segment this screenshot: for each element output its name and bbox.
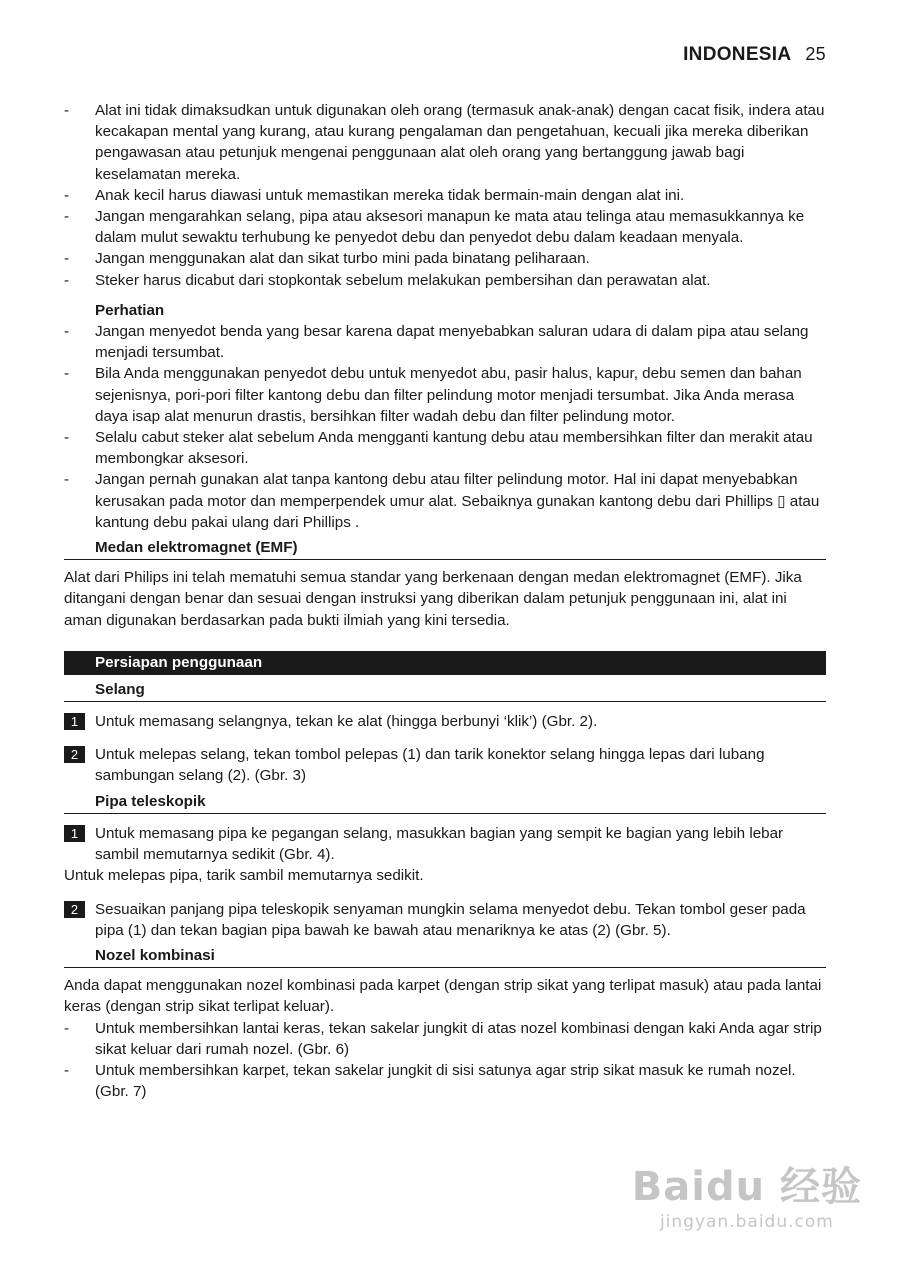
step-item [64,899,826,941]
page-body [64,100,826,1102]
caution-heading: Perhatian [95,301,165,319]
list-item: - Jangan menyedot benda yang besar karena dapat menyebabkan saluran udara di dalam pipa atau selang menjadi tersumbat. [64,321,826,363]
tube-note: Untuk melepas pipa, tarik sambil memutarnya sedikit. [64,867,424,885]
list-item: - Steker harus dicabut dari stopkontak sebelum melakukan pembersihan dan perawatan alat. [64,270,826,291]
step-text: Untuk memasang selangnya, tekan ke alat (hingga berbunyi ‘klik’) (Gbr. 2). [95,713,598,731]
step-number: 2 [64,901,85,918]
emf-heading: Medan elektromagnet (EMF) [64,537,826,560]
page-header [683,44,826,66]
nozzle-heading: Nozel kombinasi [64,945,826,968]
nozzle-list [64,1018,826,1103]
list-item: - Selalu cabut steker alat sebelum Anda mengganti kantung debu atau membersihkan filter dan merakit atau membongkar aksesori. [64,427,826,469]
caution-list [64,321,826,533]
step-number: 1 [64,825,85,842]
watermark-logo-text: Baidu 经验 [631,1164,862,1210]
emf-paragraph: Alat dari Philips ini telah mematuhi semua standar yang berkenaan dengan medan elektromagnet (EMF). Jika ditangani dengan benar dan sesuai dengan instruksi yang diberikan dalam petunjuk penggunaan ini, alat ini aman digunakan berdasarkan pada bukti ilmiah yang kini tersedia. [64,569,802,629]
nozzle-intro: Anda dapat menggunakan nozel kombinasi pada karpet (dengan strip sikat yang terlipat masuk) atau pada lantai keras (dengan strip sikat terlipat keluar). [64,977,822,1016]
baidu-watermark [632,1155,862,1232]
hose-heading: Selang [64,679,826,702]
step-text: Sesuaikan panjang pipa teleskopik senyaman mungkin selama menyedot debu. Tekan tombol geser pada pipa (1) dan tekan bagian pipa bawah ke bawah atau menariknya ke atas (2) (Gbr. 5). [95,900,806,939]
step-text: Untuk melepas selang, tekan tombol pelepas (1) dan tarik konektor selang hingga lepas dari lubang sambungan selang (2). (Gbr. 3) [95,746,765,785]
list-item: - Jangan mengarahkan selang, pipa atau aksesori manapun ke mata atau telinga atau memasukkannya ke dalam mulut sewaktu terhubung ke penyedot debu dan penyedot debu dalam keadaan menyala. [64,206,826,248]
warning-list [64,100,826,291]
list-item: - Untuk membersihkan lantai keras, tekan sakelar jungkit di atas nozel kombinasi dengan kaki Anda agar strip sikat keluar dari rumah nozel. (Gbr. 6) [64,1018,826,1060]
list-item: - Untuk membersihkan karpet, tekan sakelar jungkit di sisi satunya agar strip sikat masuk ke rumah nozel. (Gbr. 7) [64,1060,826,1102]
list-item: - Anak kecil harus diawasi untuk memastikan mereka tidak bermain-main dengan alat ini. [64,185,826,206]
list-item: - Alat ini tidak dimaksudkan untuk digunakan oleh orang (termasuk anak-anak) dengan cacat fisik, indera atau kecakapan mental yang kurang, atau kurang pengalaman dan pengetahuan, kecuali jika mereka diberikan pengawasan atau petunjuk mengenai penggunaan alat oleh orang yang bertanggung jawab bagi keselamatan mereka. [64,100,826,185]
step-number: 1 [64,713,85,730]
step-number: 2 [64,746,85,763]
list-item: - Jangan pernah gunakan alat tanpa kantong debu atau filter pelindung motor. Hal ini dapat menyebabkan kerusakan pada motor dan memperpendek umur alat. Sebaiknya gunakan kantong debu dari Phillips ▯ atau kantung debu pakai ulang dari Phillips . [64,469,826,533]
step-item [64,744,826,786]
watermark-url: jingyan.baidu.com [659,1212,834,1232]
list-item: - Jangan menggunakan alat dan sikat turbo mini pada binatang peliharaan. [64,248,826,269]
step-item [64,823,826,865]
tube-heading: Pipa teleskopik [64,791,826,814]
step-item [64,711,826,732]
language-label: INDONESIA [683,44,792,65]
list-item: - Bila Anda menggunakan penyedot debu untuk menyedot abu, pasir halus, kapur, debu semen dan bahan sejenisnya, pori-pori filter kantong debu dan filter pelindung motor menjadi tersumbat. Jika Anda merasa daya isap alat menurun drastis, bersihkan filter wadah debu dan filter pelindung motor. [64,363,826,427]
step-text: Untuk memasang pipa ke pegangan selang, masukkan bagian yang sempit ke bagian yang lebih lebar sambil memutarnya sedikit (Gbr. 4). [95,824,784,864]
section-title-preparation: Persiapan penggunaan [64,651,826,675]
page-number: 25 [805,44,826,64]
